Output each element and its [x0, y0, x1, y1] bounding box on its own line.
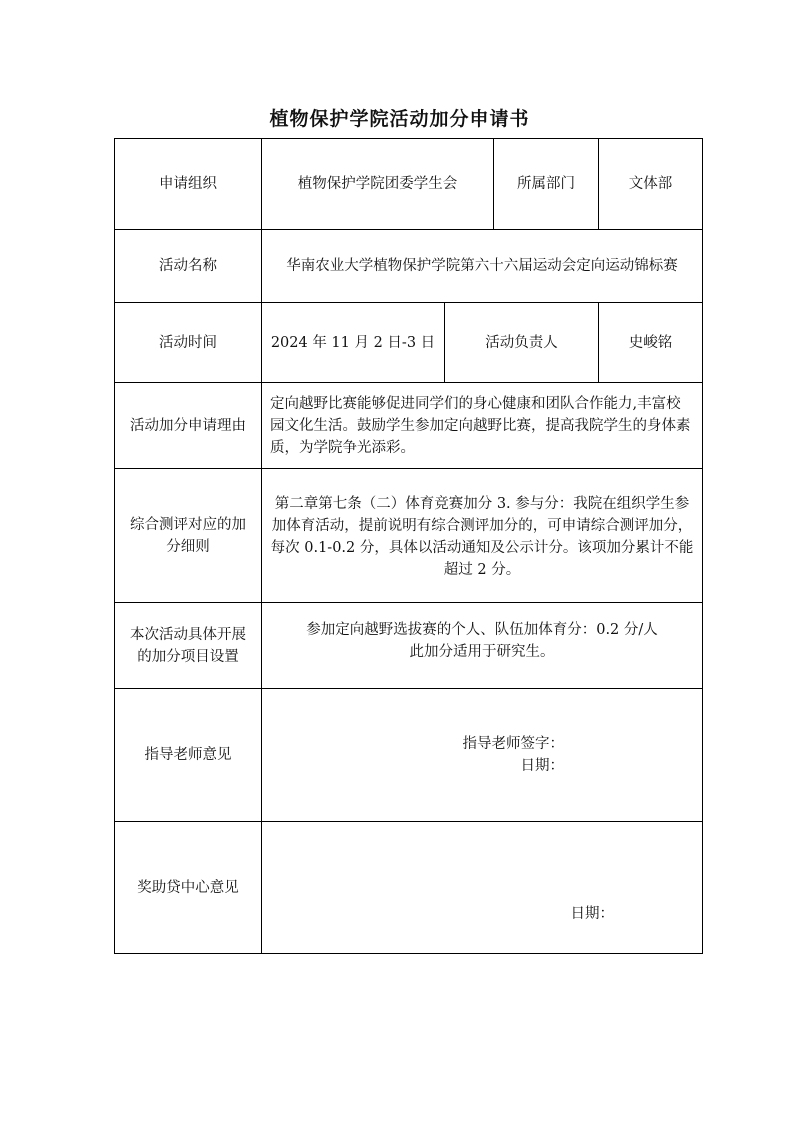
department-label: 所属部门 — [494, 139, 599, 230]
teacher-date-label: 日期： — [520, 758, 564, 774]
rules-value: 第二章第七条（二）体育竞赛加分 3. 参与分：我院在组织学生参加体育活动，提前说明有综合测评加分的，可申请综合测评加分，每次 0.1-0.2 分，具体以活动通知及公示计分。该项加分累计不能超过 2 分。 — [262, 469, 703, 603]
row-activity-time — [115, 303, 703, 383]
activity-time-value: 2024 年 11 月 2 日-3 日 — [262, 303, 445, 383]
activity-name-label: 活动名称 — [115, 230, 262, 303]
reason-value: 定向越野比赛能够促进同学们的身心健康和团队合作能力,丰富校园文化生活。鼓励学生参加定向越野比赛，提高我院学生的身体素质，为学院争光添彩。 — [262, 383, 703, 469]
activity-leader-label: 活动负责人 — [445, 303, 599, 383]
row-rules — [115, 469, 703, 603]
row-reason — [115, 383, 703, 469]
row-teacher-opinion — [115, 689, 703, 822]
department-value: 文体部 — [599, 139, 703, 230]
bonus-items-cell — [262, 603, 703, 689]
reason-label: 活动加分申请理由 — [115, 383, 262, 469]
center-opinion-label: 奖助贷中心意见 — [115, 822, 262, 954]
teacher-opinion-label: 指导老师意见 — [115, 689, 262, 822]
row-center-opinion — [115, 822, 703, 954]
teacher-signature-label: 指导老师签字： — [462, 736, 564, 752]
page-title: 植物保护学院活动加分申请书 — [269, 108, 530, 130]
row-bonus-items — [115, 603, 703, 689]
row-organization — [115, 139, 703, 230]
activity-time-label: 活动时间 — [115, 303, 262, 383]
activity-name-value: 华南农业大学植物保护学院第六十六届运动会定向运动锦标赛 — [262, 230, 703, 303]
activity-leader-value: 史峻铭 — [599, 303, 703, 383]
bonus-items-line-2: 此加分适用于研究生。 — [409, 644, 555, 660]
center-date-label: 日期： — [262, 822, 703, 954]
bonus-items-label: 本次活动具体开展的加分项目设置 — [115, 603, 262, 689]
org-label: 申请组织 — [115, 139, 262, 230]
rules-label: 综合测评对应的加分细则 — [115, 469, 262, 603]
application-form-table — [114, 138, 703, 954]
row-activity-name — [115, 230, 703, 303]
teacher-opinion-cell — [262, 689, 703, 822]
bonus-items-line-1: 参加定向越野选拔赛的个人、队伍加体育分：0.2 分/人 — [306, 622, 658, 638]
org-value: 植物保护学院团委学生会 — [262, 139, 494, 230]
